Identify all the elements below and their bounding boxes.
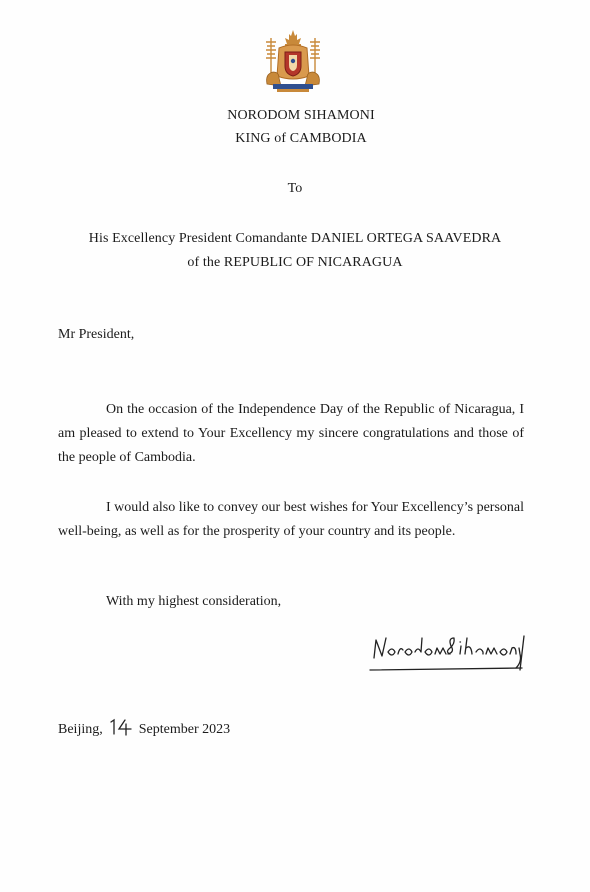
- closing-line: With my highest consideration,: [106, 594, 282, 609]
- recipient-line-1: His Excellency President Comandante DANIEL ORTEGA SAAVEDRA: [88, 231, 502, 246]
- recipient-line-2: of the REPUBLIC OF NICARAGUA: [187, 255, 403, 270]
- dateline: [58, 715, 230, 738]
- salutation: Mr President,: [58, 327, 135, 342]
- sender-title: KING of CAMBODIA: [235, 131, 367, 146]
- royal-emblem-icon: [261, 28, 325, 96]
- sender-name: NORODOM SIHAMONI: [227, 108, 375, 123]
- handwritten-signature: [368, 632, 532, 676]
- dateline-month-year: September 2023: [138, 722, 231, 737]
- to-label: To: [287, 181, 303, 196]
- handwritten-day: [107, 718, 137, 736]
- body-paragraph-2: I would also like to convey our best wishes for Your Excellency’s personal well-being, as well as for the prosperity of your country and its people.: [58, 500, 524, 539]
- dateline-place: Beijing,: [58, 722, 103, 737]
- body-paragraph-1: On the occasion of the Independence Day of the Republic of Nicaragua, I am pleased to extend to Your Excellency my sincere congratulations and those of the people of Cambodia.: [58, 402, 524, 465]
